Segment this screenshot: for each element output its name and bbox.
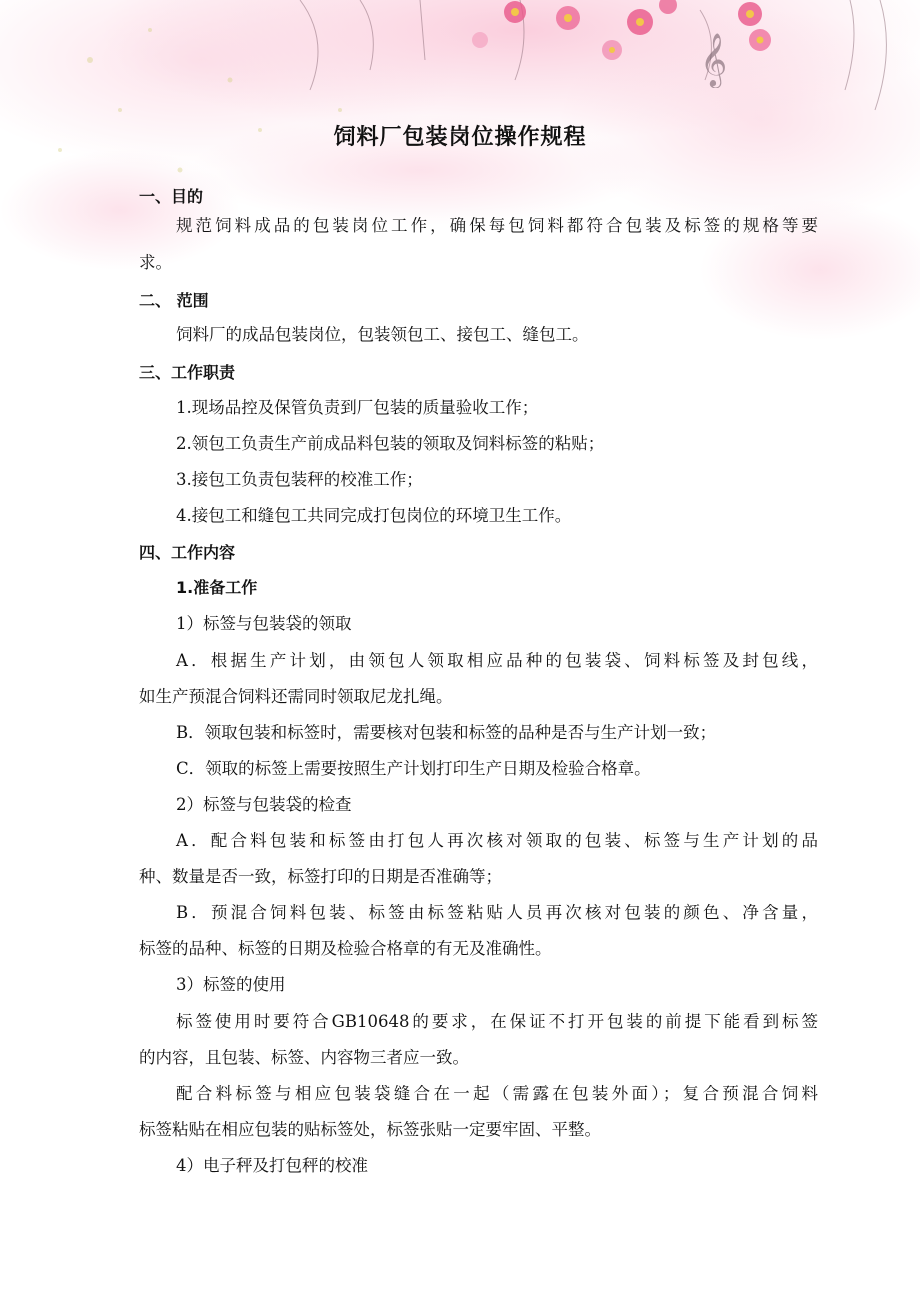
paragraph-line: 饲料厂的成品包装岗位，包装领包工、接包工、缝包工。 [176, 325, 589, 344]
paragraph-line: 求。 [139, 253, 172, 272]
paragraph-line: 的内容，且包装、标签、内容物三者应一致。 [139, 1048, 469, 1067]
paragraph-line: 3）标签的使用 [176, 975, 286, 994]
paragraph-line: 2）标签与包装袋的检查 [176, 795, 352, 814]
section-heading: 二、 范围 [139, 291, 209, 310]
paragraph-line: B．领取包装和标签时，需要核对包装和标签的品种是否与生产计划一致； [176, 723, 717, 742]
subsection-heading: 1.准备工作 [176, 578, 258, 597]
paragraph-line: 种、数量是否一致，标签打印的日期是否准确等； [139, 867, 502, 886]
svg-text:𝄞: 𝄞 [700, 32, 728, 86]
paragraph-line: A．配合料包装和标签由打包人再次核对领取的包装、标签与生产计划的品 [176, 831, 818, 850]
section-heading: 四、工作内容 [139, 543, 236, 562]
paragraph-line: A．根据生产计划，由领包人领取相应品种的包装袋、饲料标签及封包线， [176, 651, 818, 670]
paragraph-line: 1）标签与包装袋的领取 [176, 614, 352, 633]
section-heading: 一、目的 [139, 187, 204, 206]
paragraph-line: 4）电子秤及打包秤的校准 [176, 1156, 368, 1175]
paragraph-line: 标签的品种、标签的日期及检验合格章的有无及准确性。 [139, 939, 552, 958]
paragraph-line: 3.接包工负责包装秤的校准工作； [176, 470, 423, 489]
paragraph-line: B．预混合饲料包装、标签由标签粘贴人员再次核对包装的颜色、净含量， [176, 903, 818, 922]
paragraph-line: 1.现场品控及保管负责到厂包装的质量验收工作； [176, 398, 539, 417]
paragraph-line: 配合料标签与相应包装袋缝合在一起（需露在包装外面）；复合预混合饲料 [176, 1084, 818, 1103]
paragraph-line: 标签使用时要符合GB10648的要求，在保证不打开包装的前提下能看到标签 [176, 1012, 818, 1031]
paragraph-line: 4.接包工和缝包工共同完成打包岗位的环境卫生工作。 [176, 506, 572, 525]
paragraph-line: 标签粘贴在相应包装的贴标签处，标签张贴一定要牢固、平整。 [139, 1120, 601, 1139]
paragraph-line: 2.领包工负责生产前成品料包装的领取及饲料标签的粘贴； [176, 434, 605, 453]
section-heading: 三、工作职责 [139, 363, 236, 382]
paragraph-line: C．领取的标签上需要按照生产计划打印生产日期及检验合格章。 [176, 759, 651, 778]
paragraph-line: 如生产预混合饲料还需同时领取尼龙扎绳。 [139, 687, 453, 706]
paragraph-line: 规范饲料成品的包装岗位工作，确保每包饲料都符合包装及标签的规格等要 [176, 216, 818, 235]
document-title: 饲料厂包装岗位操作规程 [333, 125, 587, 150]
